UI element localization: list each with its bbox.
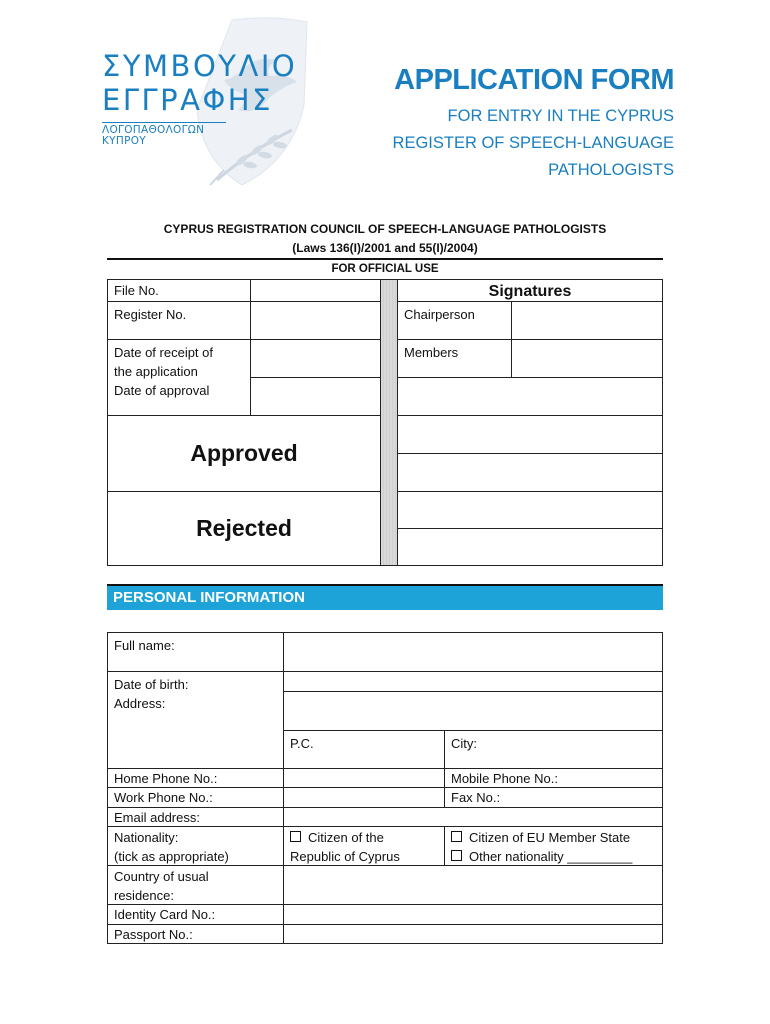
address-field[interactable]	[283, 691, 663, 731]
receipt-date-field[interactable]	[250, 339, 381, 378]
home-phone-label: Home Phone No.:	[107, 768, 284, 788]
residence-labels	[107, 865, 284, 905]
option-eu-label: Citizen of EU Member State	[469, 830, 631, 845]
city-field[interactable]: City:	[444, 730, 663, 769]
logo-line-3: ΛΟΓΟΠΑΘΟΛΟΓΩΝ ΚΥΠΡΟΥ	[102, 122, 226, 146]
email-label: Email address:	[107, 807, 284, 827]
council-name: CYPRUS REGISTRATION COUNCIL OF SPEECH-LANGUAGE PATHOLOGISTS	[163, 222, 607, 236]
postal-code-field[interactable]: P.C.	[283, 730, 445, 769]
official-use-heading: FOR OFFICIAL USE	[331, 263, 439, 275]
register-no-field[interactable]	[250, 301, 381, 340]
dob-label: Date of birth:	[114, 677, 189, 692]
passport-field[interactable]	[283, 924, 663, 944]
chairperson-label: Chairperson	[397, 301, 512, 340]
work-phone-field[interactable]	[283, 787, 445, 808]
member-signature-field[interactable]	[397, 377, 663, 416]
receipt-approval-labels	[107, 339, 251, 416]
fax-field[interactable]: Fax No.:	[444, 787, 663, 808]
register-no-label: Register No.	[107, 301, 251, 340]
separator-column	[380, 279, 398, 566]
address-label: Address:	[114, 696, 166, 711]
member-signature-field[interactable]	[397, 453, 663, 492]
id-card-field[interactable]	[283, 904, 663, 925]
residence-label-1: Country of usual	[114, 869, 209, 884]
form-subtitle-2: REGISTER OF SPEECH-LANGUAGE	[392, 134, 674, 152]
nationality-label: Nationality:	[114, 830, 179, 845]
logo-line-1: ΣΥΜΒΟΥΛΙΟ	[102, 49, 298, 83]
form-title: APPLICATION FORM	[394, 64, 674, 96]
form-subtitle-1: FOR ENTRY IN THE CYPRUS	[447, 107, 674, 125]
tick-instruction: (tick as appropriate)	[114, 849, 229, 864]
chairperson-signature-field[interactable]	[511, 301, 663, 340]
council-logo-text	[102, 49, 298, 147]
file-no-field[interactable]	[250, 279, 381, 302]
approval-date-field[interactable]	[250, 377, 381, 416]
approved-box[interactable]: Approved	[107, 415, 381, 492]
option-cyprus-label-2: Republic of Cyprus	[290, 849, 400, 864]
nationality-option-cyprus[interactable]	[283, 826, 445, 866]
nationality-options-other	[444, 826, 663, 866]
nationality-labels	[107, 826, 284, 866]
form-title-block	[393, 64, 674, 184]
residence-field[interactable]	[283, 865, 663, 905]
home-phone-field[interactable]	[283, 768, 445, 788]
member-signature-field[interactable]	[397, 491, 663, 529]
checkbox-eu[interactable]	[451, 831, 462, 842]
full-name-label: Full name:	[107, 632, 284, 672]
dob-address-labels	[107, 671, 284, 769]
form-subtitle-3: PATHOLOGISTS	[548, 161, 674, 179]
passport-label: Passport No.:	[107, 924, 284, 944]
signatures-heading: Signatures	[397, 279, 663, 302]
checkbox-cyprus[interactable]	[290, 831, 301, 842]
member-signature-field[interactable]	[511, 339, 663, 378]
member-signature-field[interactable]	[397, 528, 663, 566]
logo-line-2: ΕΓΓΡΑΦΗΣ	[102, 83, 273, 117]
member-signature-field[interactable]	[397, 415, 663, 454]
personal-info-heading: PERSONAL INFORMATION	[107, 586, 663, 610]
residence-label-2: residence:	[114, 888, 174, 903]
receipt-label-1: Date of receipt of	[114, 345, 213, 360]
work-phone-label: Work Phone No.:	[107, 787, 284, 808]
file-no-label: File No.	[107, 279, 251, 302]
approval-label: Date of approval	[114, 383, 210, 398]
option-other-label: Other nationality _________	[469, 849, 633, 864]
receipt-label-2: the application	[114, 364, 198, 379]
full-name-field[interactable]	[283, 632, 663, 672]
mobile-phone-field[interactable]: Mobile Phone No.:	[444, 768, 663, 788]
council-laws: (Laws 136(I)/2001 and 55(I)/2004)	[292, 241, 478, 255]
option-cyprus-label-1: Citizen of the	[308, 830, 384, 845]
members-label: Members	[397, 339, 512, 378]
header-divider	[107, 258, 663, 260]
email-field[interactable]	[283, 807, 663, 827]
checkbox-other[interactable]	[451, 850, 462, 861]
rejected-box[interactable]: Rejected	[107, 491, 381, 566]
id-card-label: Identity Card No.:	[107, 904, 284, 925]
dob-field[interactable]	[283, 671, 663, 692]
